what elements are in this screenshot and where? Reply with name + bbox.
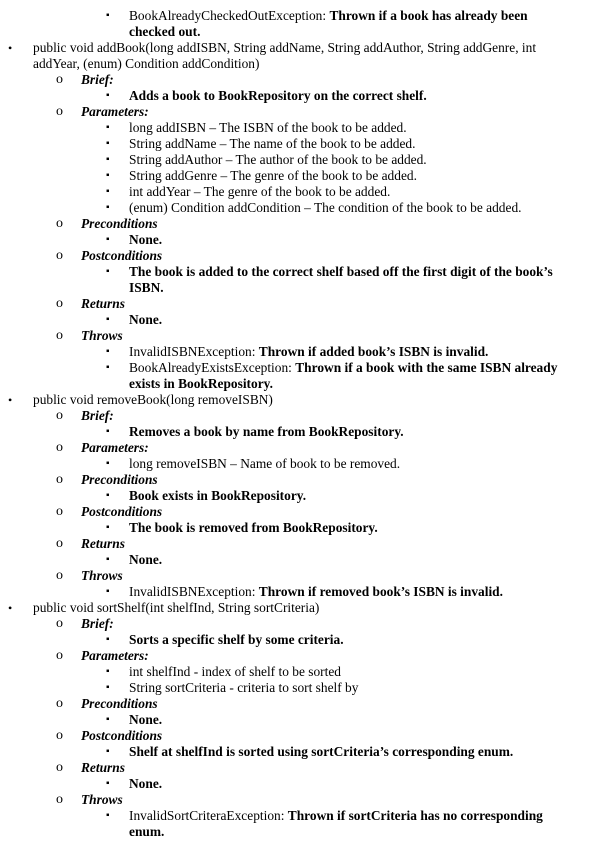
doc-line <box>129 552 162 568</box>
doc-line <box>81 536 125 552</box>
doc-text: InvalidSortCriteraException: <box>129 808 288 823</box>
l3-bullet-icon: ▪ <box>106 362 110 373</box>
doc-text: public void removeBook(long removeISBN) <box>33 392 273 407</box>
l3-bullet-icon: ▪ <box>106 234 110 245</box>
l3-bullet-icon: ▪ <box>106 634 110 645</box>
l2-bullet-icon: o <box>56 248 63 263</box>
doc-line <box>81 568 123 584</box>
doc-line <box>129 200 522 216</box>
doc-line <box>129 424 404 440</box>
l2-bullet-icon: o <box>56 440 63 455</box>
l2-bullet-icon: o <box>56 728 63 743</box>
l2-bullet-icon: o <box>56 72 63 87</box>
doc-text: exists in BookRepository. <box>129 376 273 391</box>
doc-text: InvalidISBNException: <box>129 584 259 599</box>
doc-text: None. <box>129 232 163 247</box>
doc-text: The book is removed from BookRepository. <box>129 520 378 535</box>
doc-text: Preconditions <box>81 216 158 231</box>
l2-bullet-icon: o <box>56 568 63 583</box>
doc-text: Adds a book to BookRepository on the correct shelf. <box>129 88 427 103</box>
doc-text: InvalidISBNException: <box>129 344 259 359</box>
doc-line <box>129 120 407 136</box>
doc-text: public void addBook(long addISBN, String addName, String addAuthor, String addGenre, int <box>33 40 537 55</box>
doc-text: ISBN. <box>129 280 164 295</box>
doc-text: None. <box>129 552 163 567</box>
doc-text: Throws <box>81 568 123 583</box>
doc-text: Preconditions <box>81 472 158 487</box>
l2-bullet-icon: o <box>56 104 63 119</box>
doc-text: long addISBN – The ISBN of the book to be added. <box>129 120 407 135</box>
l2-bullet-icon: o <box>56 696 63 711</box>
doc-line <box>81 792 123 808</box>
doc-line <box>129 776 162 792</box>
doc-line <box>129 264 553 280</box>
doc-text: Brief: <box>81 616 114 631</box>
doc-text: Returns <box>81 536 125 551</box>
doc-line <box>81 440 149 456</box>
doc-line <box>129 312 162 328</box>
l2-bullet-icon: o <box>56 760 63 775</box>
l3-bullet-icon: ▪ <box>106 346 110 357</box>
doc-line <box>33 600 319 616</box>
doc-text: Thrown if removed book’s ISBN is invalid. <box>258 584 503 599</box>
doc-line <box>129 744 513 760</box>
doc-line <box>129 24 200 40</box>
doc-line <box>129 168 417 184</box>
l3-bullet-icon: ▪ <box>106 586 110 597</box>
doc-text: BookAlreadyCheckedOutException: <box>129 8 330 23</box>
doc-text: public void sortShelf(int shelfInd, String sortCriteria) <box>33 600 320 615</box>
doc-text: Throws <box>81 328 123 343</box>
l2-bullet-icon: o <box>56 536 63 551</box>
doc-line <box>81 296 125 312</box>
l2-bullet-icon: o <box>56 504 63 519</box>
doc-line <box>129 8 528 24</box>
doc-line <box>129 360 557 376</box>
doc-text: addYear, (enum) Condition addCondition) <box>33 56 260 71</box>
l3-bullet-icon: ▪ <box>106 10 110 21</box>
doc-line <box>81 728 162 744</box>
doc-line <box>81 472 158 488</box>
l3-bullet-icon: ▪ <box>106 202 110 213</box>
doc-text: Brief: <box>81 72 114 87</box>
doc-text: Throws <box>81 792 123 807</box>
l3-bullet-icon: ▪ <box>106 682 110 693</box>
doc-text: String addGenre – The genre of the book to be added. <box>129 168 417 183</box>
doc-text: checked out. <box>129 24 201 39</box>
doc-text: Postconditions <box>81 504 163 519</box>
doc-text: The book is added to the correct shelf based off the first digit of the book’s <box>129 264 553 279</box>
l3-bullet-icon: ▪ <box>106 426 110 437</box>
doc-line <box>129 376 273 392</box>
l2-bullet-icon: o <box>56 296 63 311</box>
doc-text: String addName – The name of the book to be added. <box>129 136 416 151</box>
doc-line <box>129 584 503 600</box>
l2-bullet-icon: o <box>56 216 63 231</box>
doc-text: enum. <box>129 824 165 839</box>
l3-bullet-icon: ▪ <box>106 810 110 821</box>
doc-line <box>129 232 162 248</box>
doc-text: Thrown if sortCriteria has no corresponding <box>287 808 543 823</box>
doc-text: Parameters: <box>81 440 149 455</box>
l3-bullet-icon: ▪ <box>106 154 110 165</box>
doc-text: Thrown if a book with the same ISBN already <box>295 360 558 375</box>
doc-text: Thrown if added book’s ISBN is invalid. <box>258 344 489 359</box>
l3-bullet-icon: ▪ <box>106 490 110 501</box>
doc-line <box>129 136 415 152</box>
doc-line <box>81 696 158 712</box>
doc-text: int shelfInd - index of shelf to be sorted <box>129 664 341 679</box>
l2-bullet-icon: o <box>56 792 63 807</box>
l3-bullet-icon: ▪ <box>106 746 110 757</box>
l3-bullet-icon: ▪ <box>106 170 110 181</box>
doc-text: None. <box>129 312 163 327</box>
l3-bullet-icon: ▪ <box>106 714 110 725</box>
doc-line <box>129 808 543 824</box>
doc-line <box>129 280 164 296</box>
l3-bullet-icon: ▪ <box>106 314 110 325</box>
doc-line <box>129 488 306 504</box>
doc-text: Shelf at shelfInd is sorted using sortCriteria’s corresponding enum. <box>129 744 514 759</box>
doc-text: Thrown if a book has already been <box>329 8 528 23</box>
l1-bullet-icon: • <box>8 41 13 55</box>
doc-text: (enum) Condition addCondition – The condition of the book to be added. <box>129 200 522 215</box>
doc-text: BookAlreadyExistsException: <box>129 360 296 375</box>
doc-text: Brief: <box>81 408 114 423</box>
doc-text: String addAuthor – The author of the book to be added. <box>129 152 427 167</box>
doc-line <box>129 88 427 104</box>
l3-bullet-icon: ▪ <box>106 458 110 469</box>
l1-bullet-icon: • <box>8 601 13 615</box>
doc-text: Parameters: <box>81 104 149 119</box>
doc-line <box>33 40 536 56</box>
doc-line <box>129 456 400 472</box>
l1-bullet-icon: • <box>8 393 13 407</box>
doc-line <box>129 824 164 840</box>
doc-line <box>81 248 162 264</box>
doc-line <box>81 760 125 776</box>
l3-bullet-icon: ▪ <box>106 522 110 533</box>
doc-line <box>129 184 390 200</box>
doc-line <box>33 56 259 72</box>
doc-line <box>129 712 162 728</box>
l2-bullet-icon: o <box>56 472 63 487</box>
doc-line <box>33 392 273 408</box>
l2-bullet-icon: o <box>56 328 63 343</box>
doc-text: Sorts a specific shelf by some criteria. <box>129 632 344 647</box>
doc-text: Returns <box>81 296 125 311</box>
l3-bullet-icon: ▪ <box>106 138 110 149</box>
doc-text: Book exists in BookRepository. <box>129 488 307 503</box>
l2-bullet-icon: o <box>56 408 63 423</box>
l2-bullet-icon: o <box>56 616 63 631</box>
doc-line <box>81 104 149 120</box>
doc-line <box>129 344 488 360</box>
l3-bullet-icon: ▪ <box>106 186 110 197</box>
doc-line <box>81 616 114 632</box>
l3-bullet-icon: ▪ <box>106 266 110 277</box>
doc-line <box>81 216 158 232</box>
doc-text: Parameters: <box>81 648 149 663</box>
doc-line <box>81 504 162 520</box>
doc-text: Postconditions <box>81 248 163 263</box>
doc-line <box>129 520 378 536</box>
doc-text: Returns <box>81 760 125 775</box>
doc-text: Preconditions <box>81 696 158 711</box>
doc-line <box>129 632 344 648</box>
doc-line <box>129 664 341 680</box>
doc-text: int addYear – The genre of the book to be added. <box>129 184 391 199</box>
l3-bullet-icon: ▪ <box>106 122 110 133</box>
doc-text: None. <box>129 776 163 791</box>
l3-bullet-icon: ▪ <box>106 554 110 565</box>
l3-bullet-icon: ▪ <box>106 778 110 789</box>
doc-text: None. <box>129 712 163 727</box>
doc-line <box>81 328 123 344</box>
doc-text: Removes a book by name from BookRepository. <box>129 424 404 439</box>
l3-bullet-icon: ▪ <box>106 666 110 677</box>
doc-line <box>129 152 427 168</box>
doc-text: Postconditions <box>81 728 163 743</box>
doc-line <box>81 72 114 88</box>
doc-text: long removeISBN – Name of book to be removed. <box>129 456 401 471</box>
doc-line <box>129 680 358 696</box>
doc-line <box>81 408 114 424</box>
l3-bullet-icon: ▪ <box>106 90 110 101</box>
doc-line <box>81 648 149 664</box>
l2-bullet-icon: o <box>56 648 63 663</box>
doc-text: String sortCriteria - criteria to sort shelf by <box>129 680 359 695</box>
